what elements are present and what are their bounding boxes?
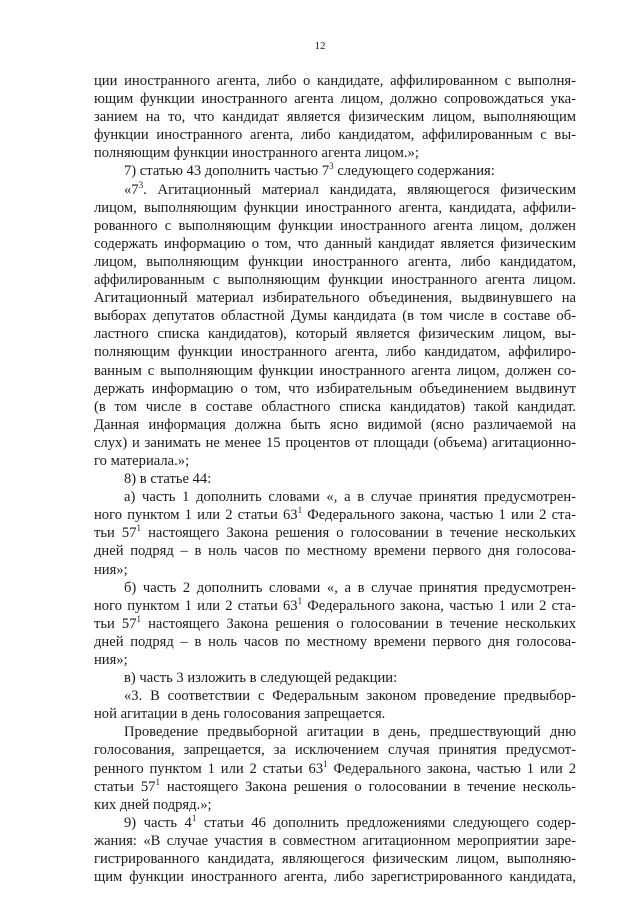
text-line: ванным с выполняющим функции иностранного агента лицом, должен со-: [94, 362, 576, 379]
text-line: ния»;: [94, 652, 128, 668]
text-line: (в том числе в составе областного списка кандидатов) такой кандидат.: [94, 398, 576, 415]
superscript-index: 3: [138, 179, 144, 190]
text-line: ции иностранного агента, либо о кандидате, аффилированном с выполня-: [94, 73, 576, 89]
text-line: полняющим функции иностранного агента, либо кандидатом, аффилиро-: [94, 344, 576, 361]
text-line: аффилированным с выполняющим функции иностранного агента лицом.: [94, 272, 576, 289]
text-line: «3. В соответствии с Федеральным законом проведение предвыбор-: [124, 688, 576, 705]
text-line: жания: «В случае участия в совместном агитационном мероприятии заре-: [94, 832, 576, 849]
text-line: 8) в статье 44:: [124, 471, 212, 488]
text-line: статьи $57^1$ настоящего Закона решения о голосовании в течение несколь-: [94, 776, 576, 795]
text-line: а) часть 1 дополнить словами «, а в случае принятия предусмотрен-: [124, 489, 576, 506]
text-line: лицом, выполняющим функции иностранного агента, кандидата, аффили-: [94, 199, 576, 216]
text-line: гистрированного кандидата, являющегося физическим лицом, выполняю-: [94, 851, 576, 868]
text-line: го материала.»;: [94, 452, 190, 469]
document-body: [94, 72, 576, 886]
text-line: слух) и занимать не менее 15 процентов от площади (объема) агитационно-: [94, 434, 576, 451]
text-line: ного пунктом 1 или 2 статьи $63^1$ Федерального закона, частью 1 или 2 ста-: [94, 595, 576, 614]
text-line: лицом, выполняющим функции иностранного агента, либо кандидатом,: [94, 253, 576, 270]
text-line: 9) часть $4^1$ статьи 46 дополнить предложениями следующего содер-: [124, 812, 577, 831]
text-line: держать информацию о том, что избирательным объединением выдвинут: [94, 380, 576, 397]
superscript-index: 1: [155, 776, 160, 787]
text-line: дней подряд – в ноль часов по местному времени первого дня голосова-: [94, 543, 576, 560]
superscript-index: 1: [323, 758, 328, 769]
text-line: в) часть 3 изложить в следующей редакции:: [124, 670, 398, 687]
text-line: ющим функции иностранного агента лицом, должно сопровождаться ука-: [94, 91, 576, 108]
text-line: Данная информация должна быть ясно видимой (ясно различаемой на: [94, 416, 576, 433]
text-line: содержать информацию о том, что данный кандидат является физическим: [94, 235, 576, 252]
text-line: ния»;: [94, 561, 128, 578]
text-line: занием на то, что кандидат является физическим лицом, выполняющим: [94, 109, 576, 126]
superscript-index: 1: [297, 505, 303, 516]
superscript-index: 1: [136, 613, 142, 624]
superscript-index: 1: [191, 812, 197, 823]
text-line: ренного пунктом 1 или 2 статьи $63^1$ Федерального закона, частью 1 или 2: [94, 758, 576, 777]
text-line: функции иностранного агента, либо кандидатом, аффилированным с вы-: [94, 127, 576, 144]
text-line: выборах депутатов областной Думы кандидата (в том числе в составе об-: [94, 308, 576, 325]
superscript-index: 1: [297, 595, 303, 606]
text-line: голосования, запрещается, за исключением случая принятия предусмот-: [94, 742, 576, 759]
text-line: ластного списка кандидатов), который является физическим лицом, вы-: [94, 326, 576, 343]
page-number: 12: [314, 40, 326, 52]
text-line: Агитационный материал избирательного объединения, выдвинувшего на: [94, 290, 576, 307]
superscript-index: 1: [136, 523, 142, 534]
text-line: «$7^3$. Агитационный материал кандидата, являющегося физическим: [124, 179, 576, 198]
text-line: Проведение предвыборной агитации в день, предшествующий дню: [124, 724, 576, 741]
superscript-index: 3: [329, 161, 334, 172]
text-line: щим функции иностранного агента, либо зарегистрированного кандидата,: [94, 869, 576, 886]
text-line: 7) статью 43 дополнить частью $7^3$ следующего содержания:: [124, 161, 495, 180]
text-line: ного пунктом 1 или 2 статьи $63^1$ Федерального закона, частью 1 или 2 ста-: [94, 505, 576, 524]
text-line: дней подряд – в ноль часов по местному времени первого дня голосова-: [94, 633, 576, 650]
text-line: ких дней подряд.»;: [94, 796, 212, 813]
text-line: тьи $57^1$ настоящего Закона решения о голосовании в течение нескольких: [94, 523, 576, 542]
text-line: полняющим функции иностранного агента лицом.»;: [94, 145, 419, 162]
text-line: ной агитации в день голосования запрещается.: [94, 706, 386, 723]
text-line: рованного с выполняющим функции иностранного агента лицом, должен: [94, 217, 576, 234]
text-line: тьи $57^1$ настоящего Закона решения о голосовании в течение нескольких: [94, 613, 576, 632]
text-line: б) часть 2 дополнить словами «, а в случае принятия предусмотрен-: [124, 579, 576, 596]
